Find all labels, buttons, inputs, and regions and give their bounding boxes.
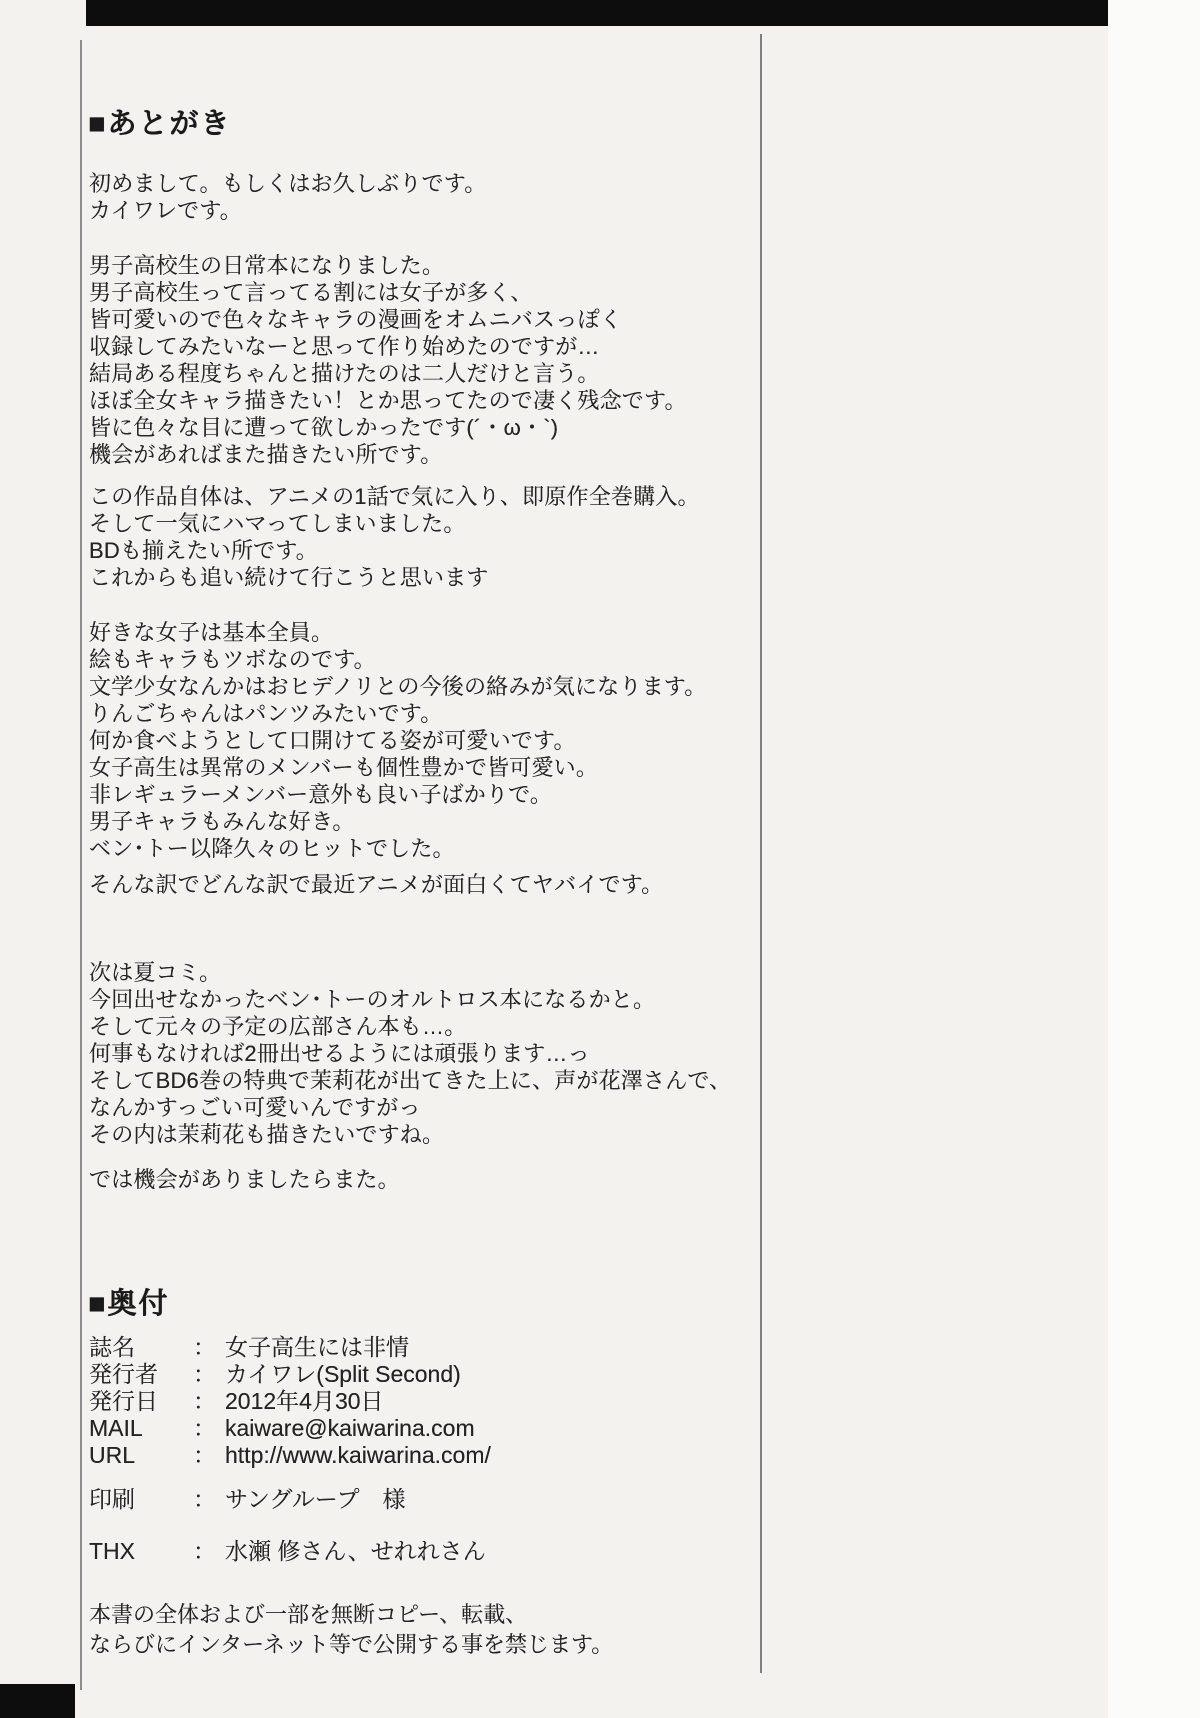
colophon-separator: ：	[193, 1538, 216, 1564]
text-line: 結局ある程度ちゃんと描けたのは二人だけと言う。	[89, 361, 600, 386]
text-line: この作品自体は、アニメの1話で気に入り、即原作全巻購入。	[89, 484, 700, 509]
afterword-paragraph	[89, 170, 486, 224]
text-line: 何か食べようとして口開けてる姿が可愛いです。	[89, 728, 576, 753]
colophon-value: サングループ 様	[225, 1486, 406, 1512]
afterword-paragraph	[89, 871, 663, 898]
text-line: そしてBD6巻の特典で茉莉花が出てきた上に、声が花澤さんで、	[89, 1068, 732, 1093]
colophon-row	[89, 1415, 491, 1442]
afterword-paragraph	[89, 959, 731, 1148]
top-scan-edge-bar	[86, 0, 1108, 26]
colophon-value: カイワレ(Split Second)	[225, 1361, 461, 1387]
text-line: では機会がありましたらまた。	[89, 1167, 400, 1192]
text-line: 非レギュラーメンバー意外も良い子ばかりで。	[89, 782, 553, 807]
colophon-value: 水瀬 修さん、せれれさん	[225, 1538, 486, 1564]
colophon-value: http://www.kaiwarina.com/	[225, 1442, 491, 1468]
text-line: なんかすっごい可愛いんですがっ	[89, 1095, 421, 1120]
colophon-separator: ：	[193, 1361, 216, 1387]
text-line: 絵もキャラもツボなのです。	[89, 647, 376, 672]
colophon-separator: ：	[193, 1388, 216, 1414]
colophon-row	[89, 1361, 491, 1388]
text-line: そして元々の予定の広部さん本も…。	[89, 1014, 467, 1039]
afterword-paragraph	[89, 252, 687, 468]
afterword-paragraph	[89, 619, 706, 862]
text-line: これからも追い続けて行こうと思います	[89, 565, 489, 590]
colophon-row	[89, 1486, 491, 1513]
colophon-row	[89, 1538, 491, 1565]
colophon-separator: ：	[193, 1486, 216, 1512]
text-line: 初めまして。もしくはお久しぶりです。	[89, 171, 487, 196]
afterword-paragraph	[89, 483, 700, 591]
text-line: 今回出せなかったベン･トーのオルトロス本になるかと。	[89, 987, 656, 1012]
colophon-label: 発行者	[89, 1361, 158, 1387]
colophon-label: 発行日	[89, 1388, 158, 1414]
text-line: 男子高校生の日常本になりました。	[89, 253, 445, 278]
colophon-label: THX	[89, 1538, 135, 1564]
text-line: 機会があればまた描きたい所です。	[89, 442, 443, 467]
text-line: りんごちゃんはパンツみたいです。	[89, 701, 443, 726]
text-line: 次は夏コミ。	[89, 960, 222, 985]
colophon-heading: ■奥付	[88, 1288, 170, 1320]
left-page-edge-line	[80, 40, 82, 1690]
text-line: BDも揃えたい所です。	[89, 538, 319, 563]
text-line: 女子高生は異常のメンバーも個性豊かで皆可愛い。	[89, 755, 599, 780]
colophon-separator: ：	[193, 1415, 216, 1441]
text-line: 皆に色々な目に遭って欲しかったです(´・ω・`)	[89, 415, 559, 440]
colophon-row	[89, 1388, 491, 1415]
colophon-table	[89, 1334, 491, 1565]
colophon-value: 女子高生には非情	[225, 1334, 409, 1360]
text-line: 好きな女子は基本全員。	[89, 620, 334, 645]
notice-line: ならびにインターネット等で公開する事を禁じます。	[89, 1632, 614, 1657]
text-line: 男子高校生って言ってる割には女子が多く、	[89, 280, 533, 305]
notice-line: 本書の全体および一部を無断コピー、転載、	[89, 1602, 528, 1627]
colophon-separator: ：	[193, 1334, 216, 1360]
colophon-label: 誌名	[89, 1334, 135, 1360]
text-line: そんな訳でどんな訳で最近アニメが面白くてヤバイです。	[89, 872, 664, 897]
colophon-label: MAIL	[89, 1415, 143, 1441]
colophon-label: 印刷	[89, 1486, 135, 1512]
colophon-value: 2012年4月30日	[225, 1388, 384, 1414]
text-line: 男子キャラもみんな好き。	[89, 809, 355, 834]
colophon-row	[89, 1442, 491, 1469]
colophon-row	[89, 1334, 491, 1361]
afterword-heading: ■あとがき	[88, 108, 232, 140]
text-line: 文学少女なんかはおヒデノリとの今後の絡みが気になります。	[89, 674, 707, 699]
text-line: そして一気にハマってしまいました。	[89, 511, 466, 536]
colophon-value: kaiware@kaiwarina.com	[225, 1415, 475, 1441]
copyright-notice	[89, 1600, 613, 1660]
text-line: カイワレです。	[89, 198, 242, 223]
text-line: 皆可愛いので色々なキャラの漫画をオムニバスっぽく	[89, 307, 623, 332]
text-line: 収録してみたいなーと思って作り始めたのですが…	[89, 334, 600, 359]
text-line: ベン･トー以降久々のヒットでした。	[89, 836, 455, 861]
afterword-paragraph	[89, 1166, 400, 1193]
text-line: その内は茉莉花も描きたいですね。	[89, 1122, 445, 1147]
bottom-left-scan-mark	[0, 1684, 75, 1718]
text-line: ほぼ全女キャラ描きたい！とか思ってたので凄く残念です。	[89, 388, 687, 413]
colophon-separator: ：	[193, 1442, 216, 1468]
column-divider-line	[760, 34, 762, 1673]
text-line: 何事もなければ2冊出せるようには頑張ります…っ	[89, 1041, 590, 1066]
colophon-label: URL	[89, 1442, 136, 1468]
page-right-margin	[1108, 0, 1200, 1718]
